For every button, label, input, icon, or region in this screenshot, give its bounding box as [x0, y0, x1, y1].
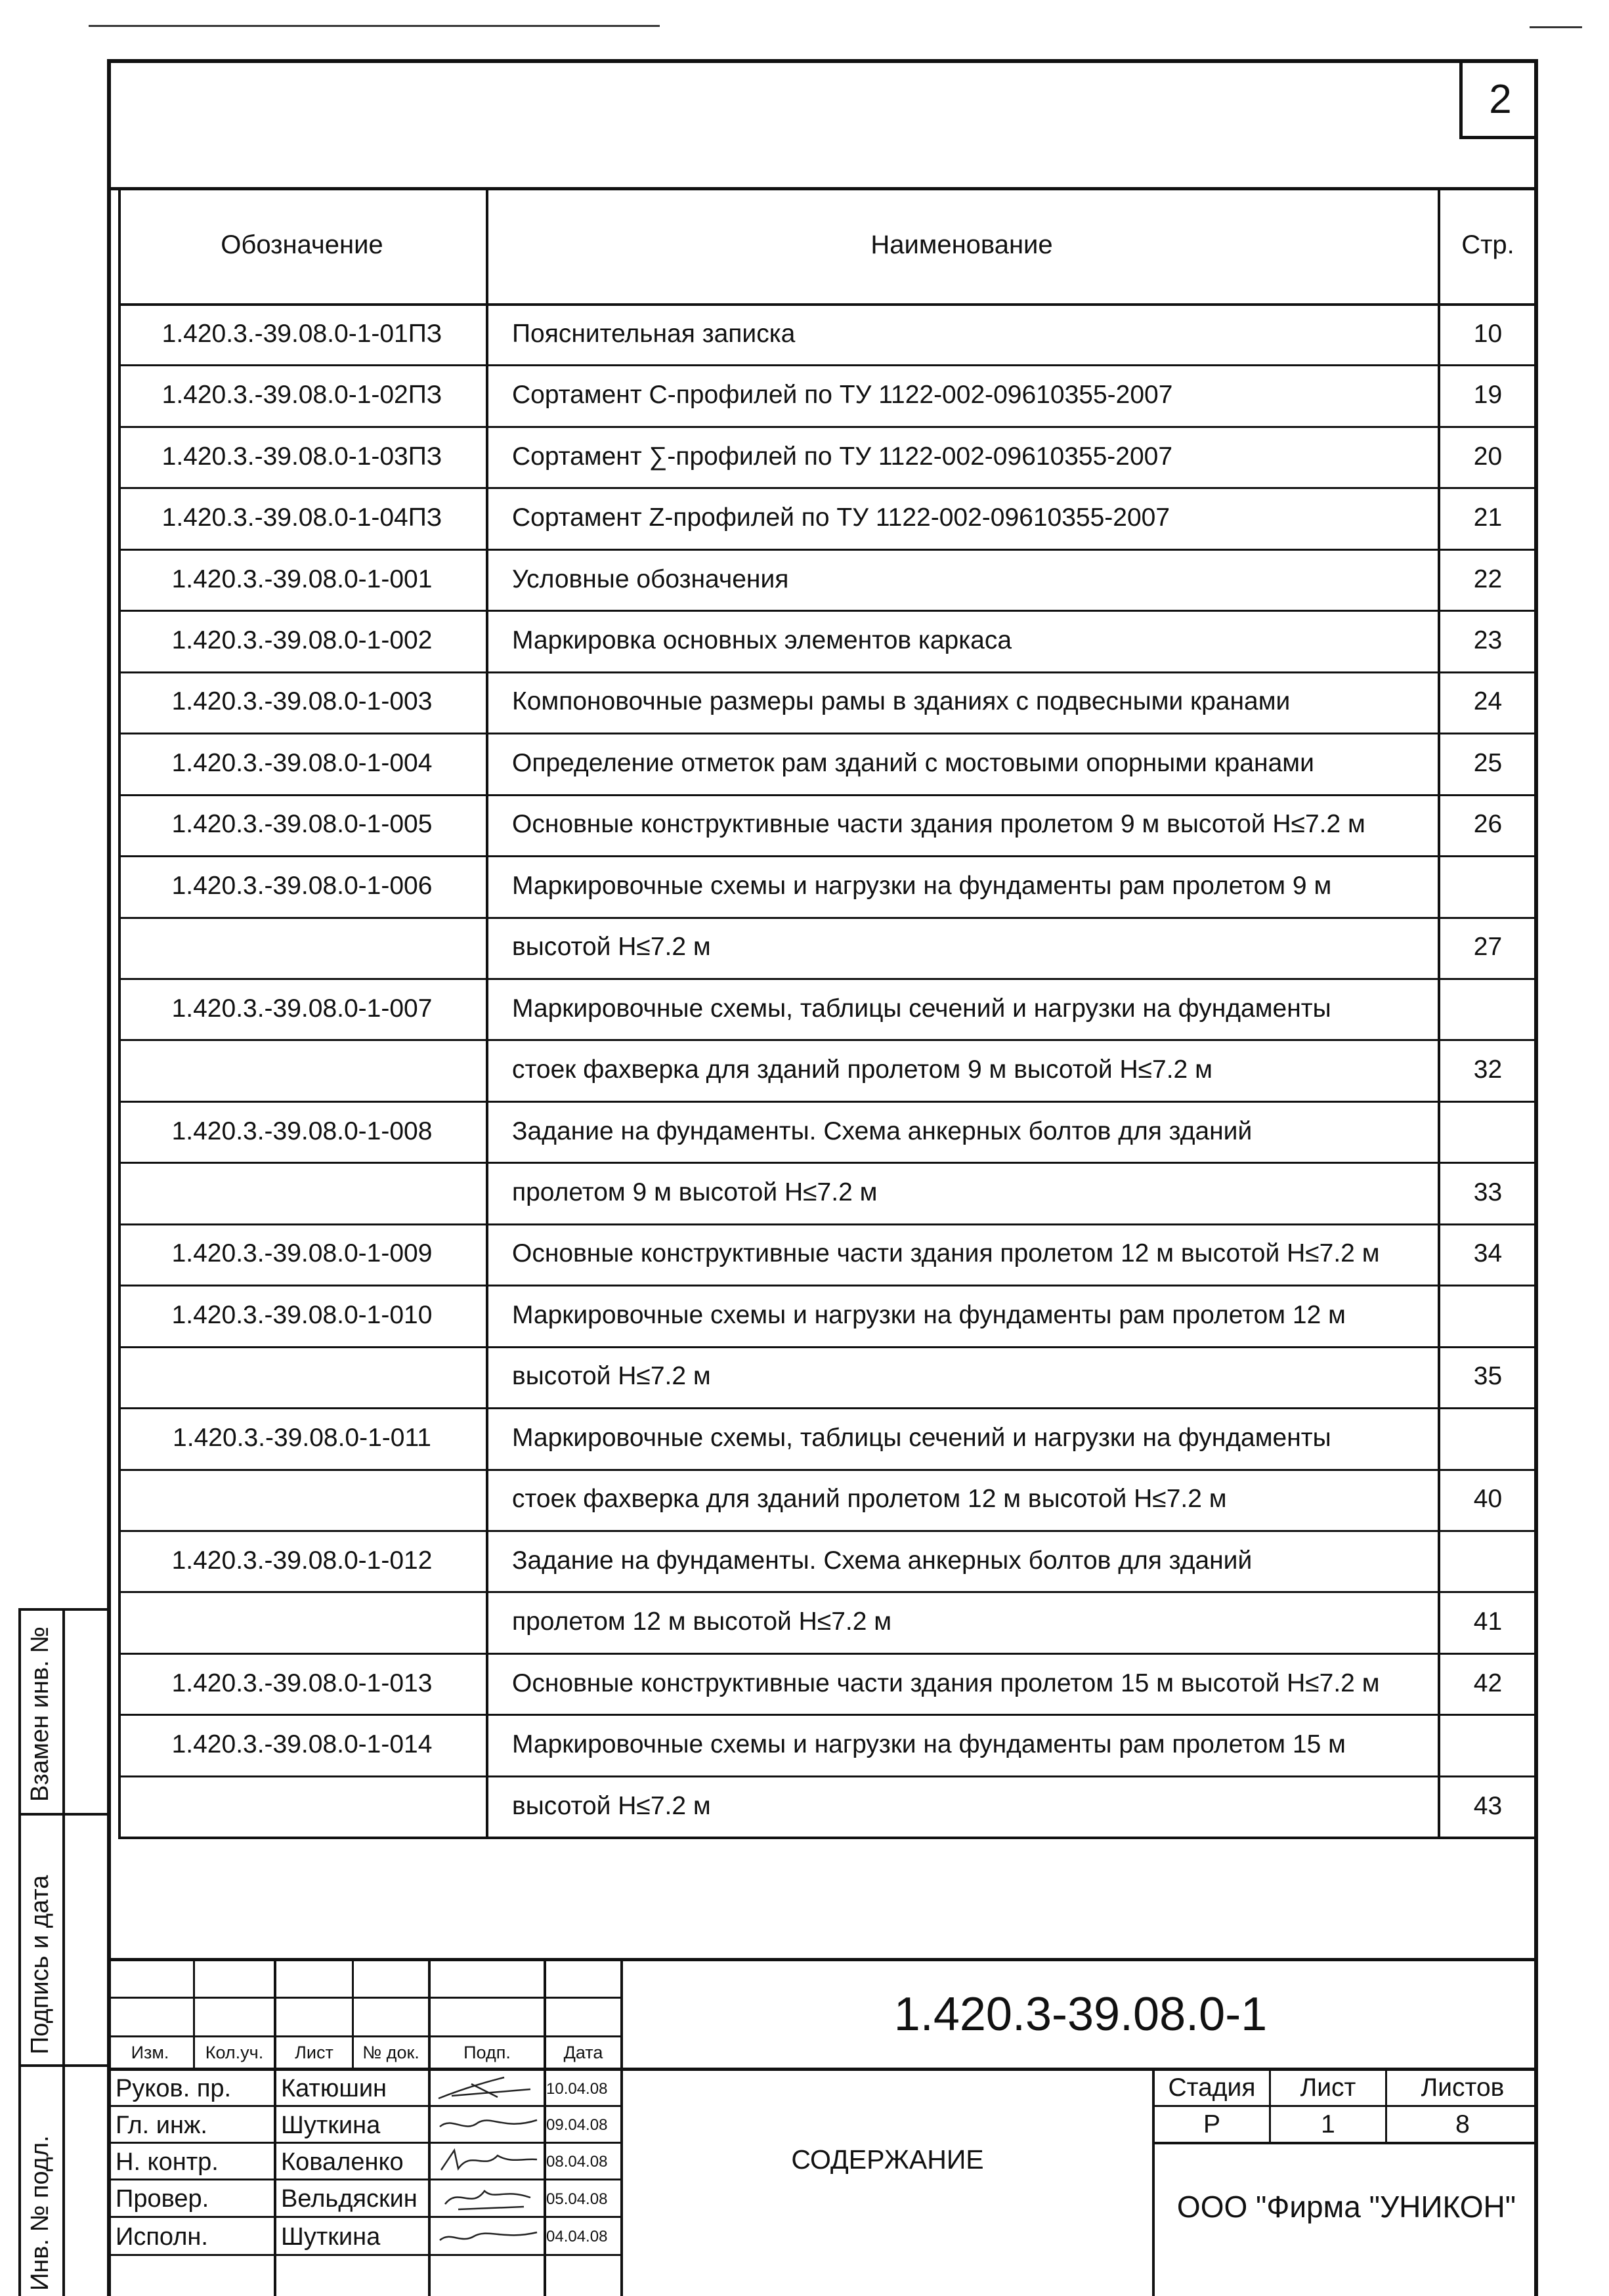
person-name: Шуткина: [281, 2222, 381, 2251]
table-cell-code: 1.420.3.-39.08.0-1-02ПЗ: [161, 381, 442, 410]
signature-scribble: [432, 2218, 544, 2256]
table-cell-page: 24: [1473, 687, 1503, 716]
table-cell-page: 19: [1473, 381, 1503, 410]
person-name: Вельдяскин: [281, 2185, 418, 2213]
table-cell-name: Основные конструктивные части здания пролетом 15 м высотой H≤7.2 м: [512, 1669, 1380, 1697]
table-cell-code: [118, 1775, 486, 1837]
signature-scribble: [432, 2107, 544, 2144]
table-cell-code: 1.420.3.-39.08.0-1-012: [171, 1546, 433, 1575]
table-cell-name: Сортамент С-профилей по ТУ 1122-002-09610355-2007: [512, 381, 1173, 410]
table-cell-page: 25: [1473, 748, 1503, 777]
table-cell-code: 1.420.3.-39.08.0-1-005: [171, 810, 433, 839]
person-name: Коваленко: [281, 2148, 404, 2176]
table-cell-name: Сортамент ∑-профилей по ТУ 1122-002-09610355-2007: [512, 442, 1173, 471]
table-cell-page: 10: [1473, 319, 1503, 348]
table-cell-page: 35: [1473, 1362, 1503, 1391]
table-cell-code: 1.420.3.-39.08.0-1-011: [173, 1423, 431, 1452]
doc-code: 1.420.3-39.08.0-1: [893, 1988, 1268, 2041]
table-bottom-line: [118, 1837, 1538, 1839]
sheets-header: Листов: [1421, 2073, 1505, 2102]
table-cell-code: 1.420.3.-39.08.0-1-013: [171, 1669, 433, 1697]
header-code: Обозначение: [221, 230, 383, 259]
table-cell-name: пролетом 9 м высотой H≤7.2 м: [512, 1178, 878, 1207]
table-cell-name: пролетом 12 м высотой H≤7.2 м: [512, 1607, 892, 1636]
person-role: Н. контр.: [116, 2148, 219, 2176]
table-cell-page: 32: [1473, 1055, 1503, 1084]
stage-value: Р: [1203, 2110, 1220, 2138]
table-cell-code: [118, 1346, 486, 1407]
table-cell-page: 41: [1473, 1607, 1503, 1636]
table-cell-page: 23: [1473, 626, 1503, 654]
table-cell-page: 22: [1473, 564, 1503, 593]
col-podp: Подп.: [463, 2042, 511, 2062]
table-cell-name: Маркировочные схемы и нагрузки на фундаменты рам пролетом 9 м: [512, 871, 1332, 900]
person-name: Катюшин: [281, 2075, 387, 2102]
table-cell-code: 1.420.3.-39.08.0-1-002: [171, 626, 433, 654]
col-data: Дата: [563, 2042, 603, 2062]
person-name: Шуткина: [281, 2111, 381, 2139]
table-cell-code: 1.420.3.-39.08.0-1-006: [171, 871, 433, 900]
table-cell-page: [1438, 1714, 1538, 1775]
table-cell-page: 33: [1473, 1178, 1503, 1207]
top-edge-line: [89, 25, 660, 27]
person-role: Гл. инж.: [116, 2111, 207, 2139]
table-cell-name: Маркировочные схемы, таблицы сечений и нагрузки на фундаменты: [512, 1423, 1331, 1452]
table-cell-page: [1438, 855, 1538, 916]
person-role: Руков. пр.: [116, 2075, 232, 2102]
table-cell-name: стоек фахверка для зданий пролетом 9 м высотой H≤7.2 м: [512, 1055, 1212, 1084]
table-cell-name: Сортамент Z-профилей по ТУ 1122-002-09610355-2007: [512, 503, 1170, 532]
doc-title: СОДЕРЖАНИЕ: [791, 2144, 984, 2175]
table-cell-code: 1.420.3.-39.08.0-1-014: [171, 1730, 433, 1759]
table-cell-code: 1.420.3.-39.08.0-1-003: [171, 687, 433, 716]
top-edge-line-right: [1530, 26, 1582, 28]
sheets-value: 8: [1455, 2110, 1470, 2138]
table-cell-name: Маркировочные схемы, таблицы сечений и нагрузки на фундаменты: [512, 994, 1331, 1023]
table-cell-code: 1.420.3.-39.08.0-1-03ПЗ: [161, 442, 442, 471]
table-cell-page: [1438, 1530, 1538, 1591]
side-podpis-label: Подпись и дата: [26, 1875, 54, 2054]
table-cell-code: 1.420.3.-39.08.0-1-001: [171, 564, 433, 593]
col-izm: Изм.: [131, 2042, 169, 2062]
table-cell-page: 43: [1473, 1791, 1503, 1820]
person-date: 05.04.08: [546, 2190, 608, 2208]
table-cell-code: [118, 1591, 486, 1652]
table-cell-page: 40: [1473, 1485, 1503, 1514]
table-cell-code: [118, 1039, 486, 1100]
table-cell-code: [118, 917, 486, 978]
sheet-header: Лист: [1300, 2073, 1356, 2102]
table-cell-name: Определение отметок рам зданий с мостовыми опорными кранами: [512, 748, 1314, 777]
table-cell-page: [1438, 1407, 1538, 1468]
person-date: 09.04.08: [546, 2116, 608, 2134]
person-date: 08.04.08: [546, 2153, 608, 2171]
table-cell-code: 1.420.3.-39.08.0-1-004: [171, 748, 433, 777]
sheet-value: 1: [1321, 2110, 1335, 2138]
table-cell-code: 1.420.3.-39.08.0-1-01ПЗ: [161, 319, 442, 348]
side-vzamen-label: Взамен инв. №: [26, 1626, 54, 1802]
col-kol: Кол.уч.: [205, 2042, 264, 2062]
table-cell-name: Задание на фундаменты. Схема анкерных болтов для зданий: [512, 1116, 1253, 1145]
signature-scribble: [432, 2180, 544, 2218]
stage-header: Стадия: [1168, 2073, 1256, 2102]
person-date: 04.04.08: [546, 2228, 608, 2245]
page-number: 2: [1489, 77, 1512, 122]
table-cell-code: 1.420.3.-39.08.0-1-04ПЗ: [161, 503, 442, 532]
table-cell-page: 21: [1473, 503, 1503, 532]
table-cell-name: Маркировочные схемы и нагрузки на фундаменты рам пролетом 15 м: [512, 1730, 1346, 1759]
table-cell-name: высотой H≤7.2 м: [512, 1362, 711, 1391]
company-name: ООО "Фирма "УНИКОН": [1176, 2190, 1516, 2224]
table-cell-code: 1.420.3.-39.08.0-1-009: [171, 1239, 433, 1268]
table-cell-code: 1.420.3.-39.08.0-1-008: [171, 1116, 433, 1145]
signature-scribble: [432, 2144, 544, 2180]
table-cell-page: 27: [1473, 933, 1503, 962]
table-cell-page: 42: [1473, 1669, 1503, 1697]
page-number-box: [1459, 63, 1538, 139]
table-cell-code: [118, 1162, 486, 1223]
header-page: Стр.: [1461, 230, 1514, 259]
table-cell-code: 1.420.3.-39.08.0-1-010: [171, 1300, 433, 1329]
table-cell-name: Задание на фундаменты. Схема анкерных болтов для зданий: [512, 1546, 1253, 1575]
header-name: Наименование: [870, 230, 1053, 259]
table-cell-code: 1.420.3.-39.08.0-1-007: [171, 994, 433, 1023]
table-cell-name: Основные конструктивные части здания пролетом 12 м высотой H≤7.2 м: [512, 1239, 1380, 1268]
table-cell-name: Основные конструктивные части здания пролетом 9 м высотой H≤7.2 м: [512, 810, 1365, 839]
person-date: 10.04.08: [546, 2079, 608, 2098]
table-cell-name: Маркировка основных элементов каркаса: [512, 626, 1012, 654]
person-role: Исполн.: [116, 2222, 208, 2251]
table-cell-name: Пояснительная записка: [512, 319, 796, 348]
col-list: Лист: [295, 2042, 333, 2062]
table-cell-name: Условные обозначения: [512, 564, 789, 593]
table-cell-name: высотой H≤7.2 м: [512, 1791, 711, 1820]
table-cell-page: [1438, 1285, 1538, 1346]
table-cell-name: высотой H≤7.2 м: [512, 933, 711, 962]
table-cell-name: стоек фахверка для зданий пролетом 12 м высотой H≤7.2 м: [512, 1485, 1227, 1514]
table-cell-page: [1438, 978, 1538, 1039]
table-cell-page: 26: [1473, 810, 1503, 839]
signature-scribble: [432, 2071, 544, 2107]
col-ndok: № док.: [362, 2042, 419, 2062]
side-inv-label: Инв. № подл.: [26, 2135, 54, 2291]
table-cell-code: [118, 1469, 486, 1530]
table-cell-name: Маркировочные схемы и нагрузки на фундаменты рам пролетом 12 м: [512, 1300, 1346, 1329]
table-cell-page: 20: [1473, 442, 1503, 471]
table-cell-page: 34: [1473, 1239, 1503, 1268]
table-cell-page: [1438, 1101, 1538, 1162]
person-role: Провер.: [116, 2185, 209, 2213]
table-cell-name: Компоновочные размеры рамы в зданиях с подвесными кранами: [512, 687, 1291, 716]
